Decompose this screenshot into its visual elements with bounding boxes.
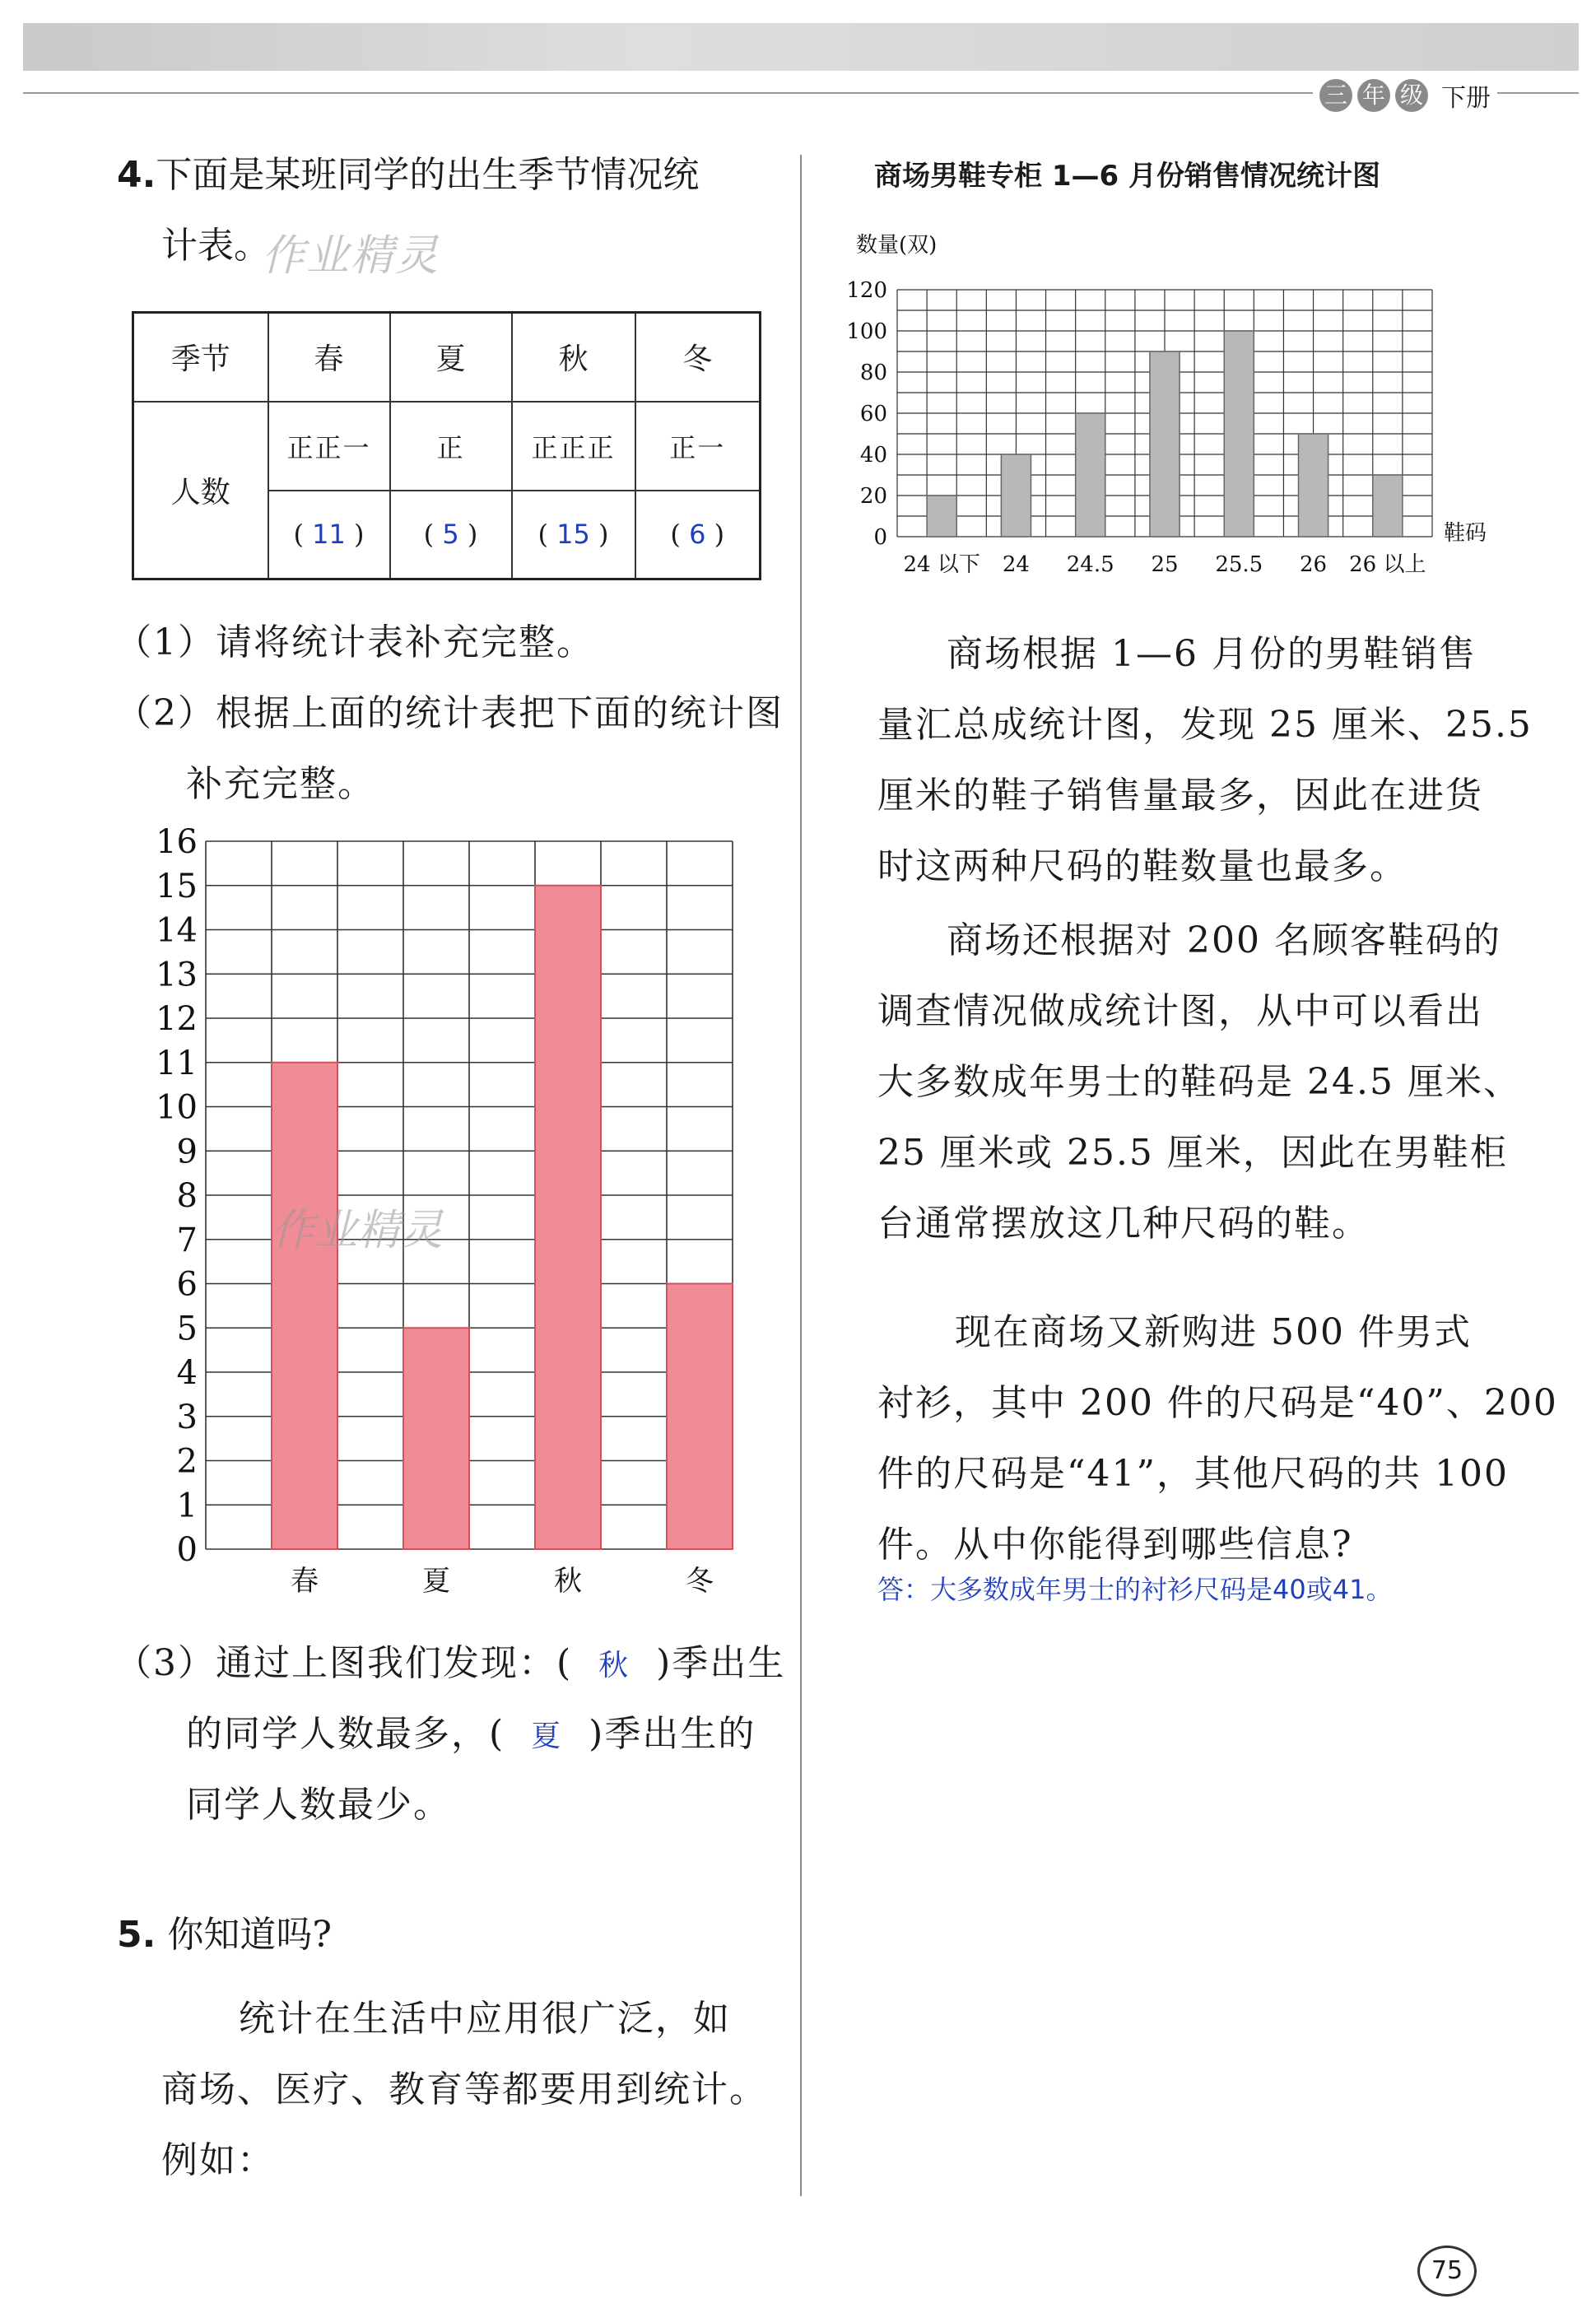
y-tick-label: 10 — [156, 1088, 198, 1127]
right-p1-line3: 厘米的鞋子销售量最多，因此在进货 — [877, 775, 1483, 817]
y-tick-label: 13 — [156, 956, 198, 994]
bar-24 以下 — [927, 496, 956, 537]
x-tick-label: 25 — [1151, 552, 1179, 577]
table-row — [133, 313, 761, 402]
right-p3-line2: 衬衫，其中 200 件的尺码是“40”、200 — [877, 1382, 1558, 1424]
tally-cell: 正一 — [635, 402, 761, 491]
y-tick-label: 2 — [176, 1442, 198, 1481]
right-p2-line5: 台通常摆放这几种尺码的鞋。 — [877, 1203, 1370, 1245]
y-tick-label: 9 — [176, 1133, 198, 1171]
tally-cell: 正正正 — [512, 402, 635, 491]
x-tick-label: 24 以下 — [903, 552, 980, 577]
count-answer-cell: ( 5 ) — [390, 491, 512, 579]
x-tick-label: 春 — [291, 1565, 319, 1598]
q4-sub3-line2: 的同学人数最多，( 夏 )季出生的 — [186, 1713, 756, 1755]
y-tick-label: 6 — [176, 1265, 198, 1304]
column-divider — [800, 155, 802, 2196]
answer-most: 秋 — [598, 1649, 630, 1682]
count-answer-cell: ( 11 ) — [268, 491, 390, 579]
right-p3-line3: 件的尺码是“41”，其他尺码的共 100 — [877, 1453, 1509, 1495]
answer-text: 答：大多数成年男士的衬衫尺码是40或41。 — [877, 1574, 1393, 1605]
q5-p1-line3: 例如： — [161, 2139, 275, 2181]
bar-26 以上 — [1373, 475, 1403, 537]
y-tick-label: 100 — [846, 319, 887, 344]
row-header-season: 季节 — [133, 313, 268, 402]
count-answer: 15 — [556, 519, 590, 551]
y-tick-label: 15 — [156, 867, 198, 905]
x-tick-label: 秋 — [554, 1565, 582, 1598]
season-cell: 秋 — [512, 313, 635, 402]
grade-badge — [1313, 77, 1497, 114]
season-cell: 冬 — [635, 313, 761, 402]
q4-sub3-line3: 同学人数最少。 — [186, 1784, 451, 1826]
y-tick-label: 16 — [156, 823, 198, 861]
bar-25.5 — [1224, 331, 1254, 537]
shoe-sales-bar-chart — [831, 222, 1572, 584]
tally-cell: 正正一 — [268, 402, 390, 491]
bar-24.5 — [1076, 413, 1105, 537]
x-tick-label: 25.5 — [1215, 552, 1263, 577]
right-p1-line1: 商场根据 1—6 月份的男鞋销售 — [947, 633, 1477, 675]
answer-least: 夏 — [531, 1720, 563, 1753]
right-p3-line4: 件。从中你能得到哪些信息? — [877, 1524, 1353, 1566]
y-tick-label: 60 — [859, 402, 887, 426]
shoe-chart-title: 商场男鞋专柜 1—6 月份销售情况统计图 — [874, 160, 1380, 193]
bar-26 — [1299, 434, 1328, 537]
page-number: 75 — [1417, 2246, 1477, 2297]
q5-p1-line2: 商场、医疗、教育等都要用到统计。 — [161, 2069, 767, 2111]
count-answer-cell: ( 15 ) — [512, 491, 635, 579]
right-p1-line2: 量汇总成统计图，发现 25 厘米、25.5 — [877, 704, 1533, 746]
bar-秋 — [535, 886, 601, 1549]
y-tick-label: 0 — [873, 525, 887, 550]
watermark: 作业精灵 — [272, 1206, 444, 1256]
count-answer-cell: ( 6 ) — [635, 491, 761, 579]
y-tick-label: 80 — [859, 361, 887, 385]
q4-title-line2: 计表。 — [161, 225, 270, 267]
x-axis-label: 鞋码 — [1444, 521, 1487, 546]
y-tick-label: 1 — [176, 1487, 198, 1525]
count-answer: 5 — [442, 519, 459, 551]
q4-sub1: （1）请将统计表补充完整。 — [115, 621, 594, 663]
grade-char: 年 — [1357, 79, 1390, 112]
y-tick-label: 5 — [176, 1310, 198, 1348]
right-p2-line1: 商场还根据对 200 名顾客鞋码的 — [947, 919, 1501, 961]
q4-title-line1 — [117, 140, 699, 211]
y-tick-label: 8 — [176, 1177, 198, 1215]
y-tick-label: 3 — [176, 1398, 198, 1436]
table-row — [133, 402, 761, 491]
q4-sub2-line1: （2）根据上面的统计表把下面的统计图 — [115, 692, 784, 734]
x-tick-label: 24.5 — [1066, 552, 1114, 577]
x-tick-label: 夏 — [422, 1565, 450, 1598]
header-band — [23, 23, 1579, 71]
y-tick-label: 0 — [176, 1531, 198, 1569]
season-cell: 春 — [268, 313, 390, 402]
bar-夏 — [403, 1328, 469, 1549]
right-p3-line1: 现在商场又新购进 500 件男式 — [955, 1311, 1472, 1353]
x-tick-label: 冬 — [686, 1565, 714, 1598]
q4-sub3-line1: （3）通过上图我们发现：( 秋 )季出生 — [115, 1642, 786, 1684]
y-tick-label: 11 — [156, 1044, 198, 1082]
watermark: 作业精灵 — [262, 231, 440, 281]
y-tick-label: 20 — [859, 484, 887, 509]
bar-25 — [1150, 351, 1180, 537]
grade-char: 三 — [1319, 79, 1352, 112]
right-p2-line2: 调查情况做成统计图，从中可以看出 — [877, 990, 1483, 1032]
y-tick-label: 14 — [156, 911, 198, 950]
q5-title: 5. 你知道吗? — [117, 1914, 332, 1956]
right-p2-line4: 25 厘米或 25.5 厘米，因此在男鞋柜 — [877, 1132, 1508, 1174]
season-stat-table — [132, 311, 761, 580]
bar-春 — [272, 1063, 337, 1549]
right-p2-line3: 大多数成年男士的鞋码是 24.5 厘米、 — [877, 1061, 1521, 1103]
bar-冬 — [667, 1284, 733, 1550]
y-tick-label: 120 — [846, 278, 887, 303]
season-cell: 夏 — [390, 313, 512, 402]
grade-char: 级 — [1395, 79, 1428, 112]
row-header-count: 人数 — [133, 402, 268, 579]
y-tick-label: 40 — [859, 443, 887, 468]
y-tick-label: 4 — [176, 1354, 198, 1392]
count-answer: 6 — [689, 519, 706, 551]
right-p1-line4: 时这两种尺码的鞋数量也最多。 — [877, 845, 1408, 887]
q4-number: 4. — [117, 154, 156, 196]
x-tick-label: 26 以上 — [1349, 552, 1426, 577]
q4-sub2-line2: 补充完整。 — [186, 763, 375, 805]
x-tick-label: 24 — [1002, 552, 1030, 577]
tally-cell: 正 — [390, 402, 512, 491]
q4-title-text: 下面是某班同学的出生季节情况统 — [156, 154, 700, 196]
x-tick-label: 26 — [1300, 552, 1328, 577]
season-bar-chart — [148, 821, 757, 1612]
q5-p1-line1: 统计在生活中应用很广泛，如 — [239, 1998, 731, 2040]
y-tick-label: 7 — [176, 1221, 198, 1259]
y-axis-label: 数量(双) — [856, 233, 938, 258]
bar-24 — [1001, 454, 1031, 537]
count-answer: 11 — [312, 519, 346, 551]
volume-label: 下册 — [1441, 84, 1491, 113]
q5-number: 5. — [117, 1914, 156, 1956]
y-tick-label: 12 — [156, 1000, 198, 1038]
